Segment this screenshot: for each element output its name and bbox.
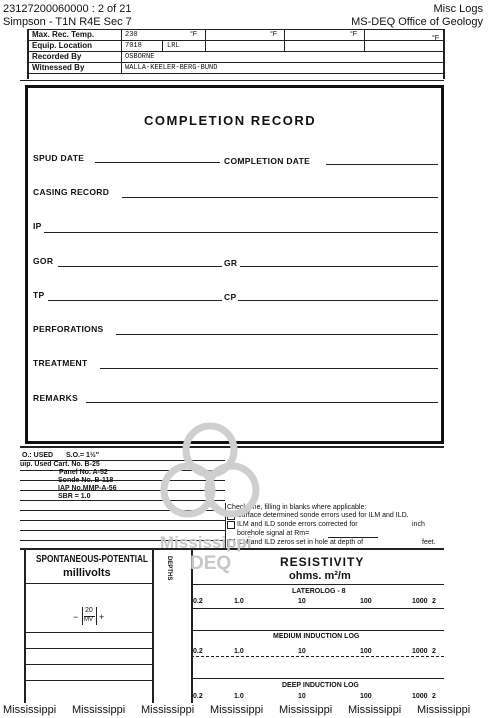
laterolog-tick-3: 100: [360, 598, 372, 605]
deep-tick-5: 2: [432, 693, 436, 700]
footer-item: Mississippi: [3, 704, 57, 716]
sp-unit: millivolts: [63, 567, 111, 579]
location-value: LRL: [167, 42, 180, 50]
treatment-label: TREATMENT: [33, 358, 88, 368]
remarks-label: REMARKS: [33, 393, 79, 403]
checklist-intro: Check one, filling in blanks where applicable:: [227, 504, 367, 511]
cp-label: CP: [224, 292, 237, 302]
laterolog-tick-0: 0.2: [193, 598, 203, 605]
tp-label: TP: [33, 290, 45, 300]
sp-scale-value: 20: [85, 607, 93, 614]
watermark-text-1: Mississippi: [160, 533, 252, 552]
witnessed-by-label: Witnessed By: [32, 63, 85, 72]
resistivity-unit: ohms. m²/m: [289, 570, 351, 582]
temp-unit-3: °F: [350, 31, 358, 38]
temp-unit-4: °F: [432, 35, 440, 42]
sp-scale-unit: MV: [84, 617, 93, 623]
medium-tick-1: 1.0: [234, 648, 244, 655]
agency-label: MS-DEQ Office of Geology: [351, 16, 483, 28]
iap-no-label: IAP No.MMP-A-56: [58, 485, 117, 492]
category-label: Misc Logs: [433, 3, 483, 15]
gr-label: GR: [224, 258, 238, 268]
footer-item: Mississippi: [210, 704, 264, 716]
doc-id: 23127200060000 : 2 of 21: [3, 3, 132, 15]
panel-no-label: Panel No. A-52: [59, 469, 108, 476]
checklist-item-corrected: ILM and ILD sonde errors corrected for: [237, 521, 358, 528]
sbr-label: SBR = 1.0: [58, 493, 91, 500]
used-label: O.: USED: [22, 452, 54, 459]
checkbox-surface[interactable]: X: [228, 513, 233, 519]
casing-record-label: CASING RECORD: [33, 187, 110, 197]
deep-tick-4: 1000: [412, 693, 428, 700]
equip-location-label: Equip. Location: [32, 41, 92, 50]
sp-scale-minus: −: [73, 612, 79, 622]
temp-unit: °F: [190, 31, 198, 38]
checklist-item-zeros: ILM and ILD zeros set in hole at depth of: [237, 539, 364, 546]
witnessed-by-value: WALLA-KEELER-BERG-BUND: [125, 64, 218, 72]
laterolog-tick-1: 1.0: [234, 598, 244, 605]
ip-label: IP: [33, 221, 42, 231]
footer-item: Mississippi: [417, 704, 471, 716]
footer-item: Mississippi: [141, 704, 195, 716]
deep-tick-3: 100: [360, 693, 372, 700]
deep-induction-label: DEEP INDUCTION LOG: [282, 682, 359, 689]
equip-value: 7018: [125, 42, 142, 50]
sonde-no-label: Sonde No. B-118: [58, 477, 114, 484]
depths-label: DEPTHS: [166, 556, 172, 581]
sp-title: SPONTANEOUS-POTENTIAL: [36, 554, 148, 565]
checklist-item-borehole: borehole signal at Rm=: [237, 530, 310, 537]
cart-no-label: uip. Used Cart. No. B-25: [20, 461, 100, 468]
recorded-by-label: Recorded By: [32, 52, 82, 61]
medium-tick-3: 100: [360, 648, 372, 655]
max-temp-value: 230: [125, 31, 138, 39]
feet-unit: feet.: [422, 539, 436, 546]
sp-scale-plus: +: [99, 612, 105, 622]
resistivity-title: RESISTIVITY: [280, 555, 365, 569]
temp-unit-2: °F: [270, 31, 278, 38]
watermark-text-2: DEQ: [190, 553, 232, 574]
so-label: S.O.= 1½": [66, 452, 100, 459]
location-label: Simpson - T1N R4E Sec 7: [3, 16, 132, 28]
footer-item: Mississippi: [279, 704, 333, 716]
gor-label: GOR: [33, 256, 54, 266]
inch-unit: inch: [412, 521, 425, 528]
medium-tick-5: 2: [432, 648, 436, 655]
recorded-by-value: OSBORNE: [125, 53, 155, 61]
medium-tick-0: 0.2: [193, 648, 203, 655]
laterolog-tick-5: 2: [432, 598, 436, 605]
medium-tick-4: 1000: [412, 648, 428, 655]
checklist-item-surface: Surface determined sonde errors used for ILM and ILD.: [237, 512, 409, 519]
deep-tick-2: 10: [298, 693, 306, 700]
completion-record-title: COMPLETION RECORD: [144, 113, 317, 128]
deq-watermark-icon: [150, 415, 270, 535]
spud-date-label: SPUD DATE: [33, 153, 85, 163]
laterolog-tick-4: 1000: [412, 598, 428, 605]
laterolog-tick-2: 10: [298, 598, 306, 605]
medium-tick-2: 10: [298, 648, 306, 655]
completion-date-label: COMPLETION DATE: [224, 156, 311, 166]
footer-item: Mississippi: [348, 704, 402, 716]
footer: [3, 700, 486, 718]
footer-item: Mississippi: [72, 704, 126, 716]
perforations-label: PERFORATIONS: [33, 324, 104, 334]
max-temp-label: Max. Rec. Temp.: [32, 30, 95, 39]
deep-tick-1: 1.0: [234, 693, 244, 700]
laterolog-label: LATEROLOG - 8: [292, 588, 346, 595]
medium-induction-label: MEDIUM INDUCTION LOG: [273, 633, 360, 640]
deep-tick-0: 0.2: [193, 693, 203, 700]
